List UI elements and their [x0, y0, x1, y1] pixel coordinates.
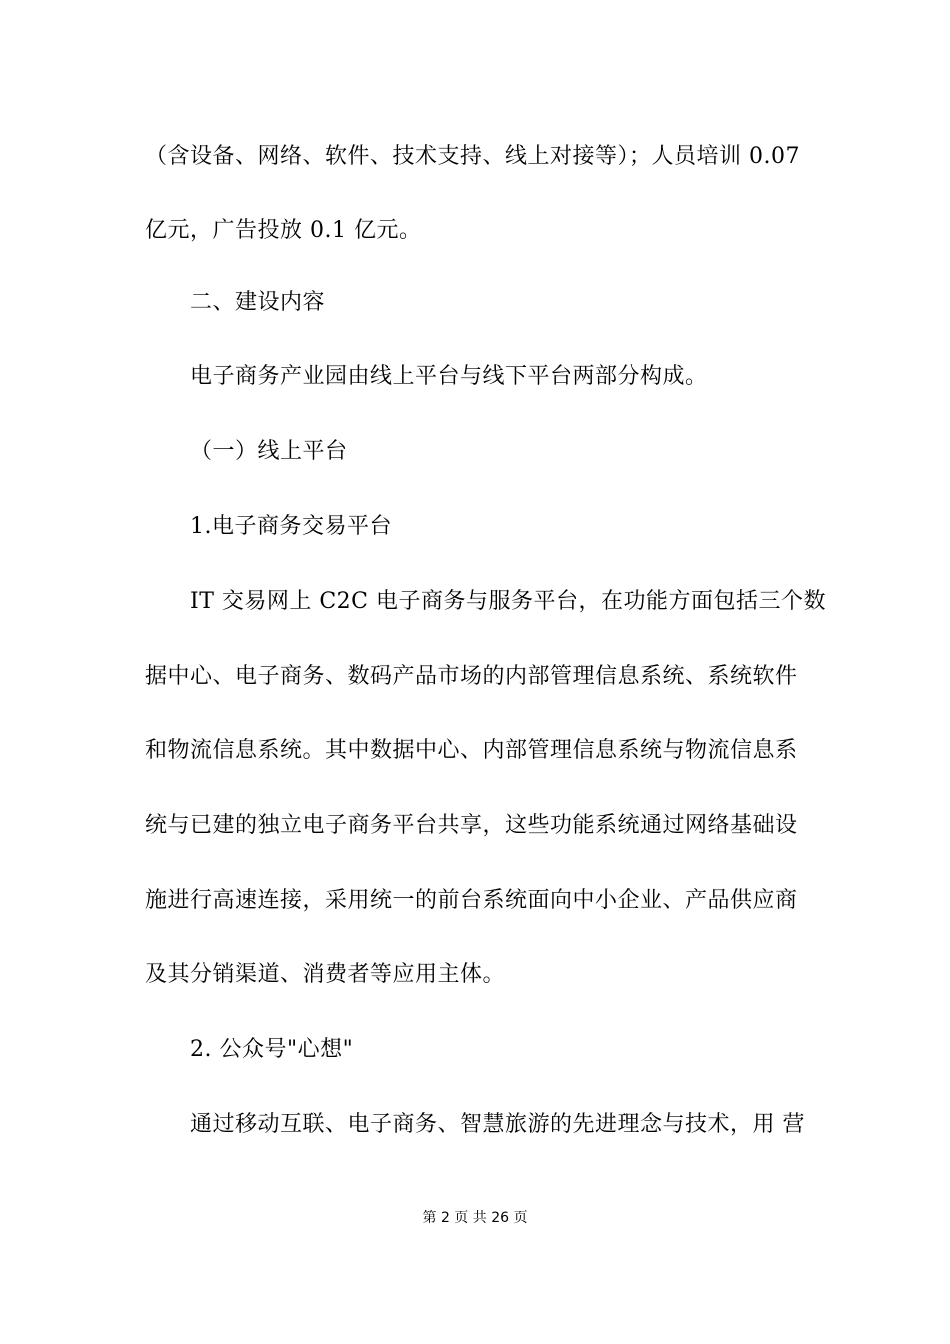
page-number-footer: 第 2 页 共 26 页 — [422, 1210, 528, 1226]
paragraph-line-3: 电子商务产业园由线上平台与线下平台两部分构成。 — [190, 364, 708, 389]
paragraph-line-8: 施进行高速连接，采用统一的前台系统面向中小企业、产品供应商 — [145, 888, 798, 913]
paragraph-line-5: 据中心、电子商务、数码产品市场的内部管理信息系统、系统软件 — [145, 664, 798, 689]
paragraph-line-4: IT 交易网上 C2C 电子商务与服务平台，在功能方面包括三个数 — [190, 589, 827, 614]
paragraph-line-6: 和物流信息系统。其中数据中心、内部管理信息系统与物流信息系 — [145, 738, 798, 763]
paragraph-line-1: （含设备、网络、软件、技术支持、线上对接等）；人员培训 0.07 — [145, 144, 800, 169]
subsection-heading: （一）线上平台 — [190, 439, 348, 464]
item-heading-2: 2. 公众号"心想" — [190, 1037, 354, 1062]
paragraph-line-2: 亿元，广告投放 0.1 亿元。 — [145, 218, 422, 243]
paragraph-line-10: 通过移动互联、电子商务、智慧旅游的先进理念与技术，用 营 — [190, 1112, 805, 1137]
item-heading-1: 1.电子商务交易平台 — [190, 514, 392, 539]
paragraph-line-7: 统与已建的独立电子商务平台共享，这些功能系统通过网络基础设 — [145, 813, 798, 838]
section-heading: 二、建设内容 — [190, 290, 326, 315]
paragraph-line-9: 及其分销渠道、消费者等应用主体。 — [145, 962, 506, 987]
